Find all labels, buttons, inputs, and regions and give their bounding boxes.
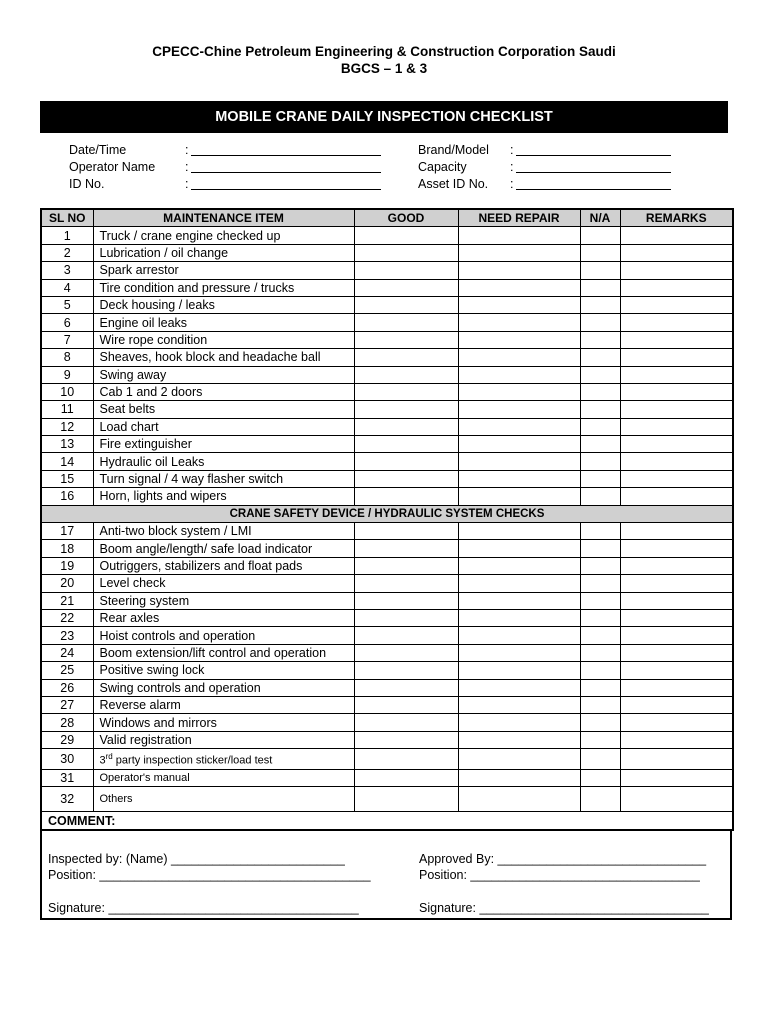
need-repair-cell[interactable] [458,714,580,731]
item-label: Wire rope condition [93,331,354,348]
colon: : [510,160,514,174]
item-label: Others [93,787,354,812]
item-number: 27 [41,696,93,713]
item-number: 9 [41,366,93,383]
good-cell[interactable] [354,296,458,313]
table-row [41,557,733,574]
item-number: 16 [41,488,93,505]
good-cell[interactable] [354,749,458,770]
table-row [41,696,733,713]
na-cell[interactable] [580,331,620,348]
na-cell[interactable] [580,662,620,679]
good-cell[interactable] [354,470,458,487]
table-row [41,227,733,244]
table-row [41,488,733,505]
capacity-label: Capacity [418,160,467,174]
item-label: Hoist controls and operation [93,627,354,644]
item-number: 21 [41,592,93,609]
good-cell[interactable] [354,627,458,644]
need-repair-cell[interactable] [458,575,580,592]
good-cell[interactable] [354,592,458,609]
id-no-label: ID No. [69,177,105,191]
good-cell[interactable] [354,279,458,296]
na-cell[interactable] [580,279,620,296]
good-cell[interactable] [354,557,458,574]
item-number: 2 [41,244,93,261]
table-row [41,749,733,770]
na-cell[interactable] [580,696,620,713]
item-number: 24 [41,644,93,661]
colon: : [510,143,514,157]
item-number: 10 [41,383,93,400]
col-need-repair: NEED REPAIR [458,209,580,227]
good-cell[interactable] [354,609,458,626]
need-repair-cell[interactable] [458,557,580,574]
good-cell[interactable] [354,575,458,592]
remarks-cell[interactable] [620,418,733,435]
colon: : [185,177,189,191]
need-repair-cell[interactable] [458,523,580,540]
remarks-cell[interactable] [620,470,733,487]
item-number: 29 [41,731,93,748]
need-repair-cell[interactable] [458,349,580,366]
need-repair-cell[interactable] [458,227,580,244]
remarks-cell[interactable] [620,314,733,331]
need-repair-cell[interactable] [458,418,580,435]
company-name: CPECC-Chine Petroleum Engineering & Construction Corporation Saudi [152,44,616,59]
remarks-cell[interactable] [620,679,733,696]
remarks-cell[interactable] [620,540,733,557]
col-maintenance-item: MAINTENANCE ITEM [93,209,354,227]
item-label-rest: party inspection sticker/load test [112,754,273,767]
item-label: Anti-two block system / LMI [93,523,354,540]
table-row [41,592,733,609]
document-header [0,43,768,77]
na-cell[interactable] [580,557,620,574]
item-label: Load chart [93,418,354,435]
item-number: 20 [41,575,93,592]
item-number: 15 [41,470,93,487]
item-number: 32 [41,787,93,812]
item-label: Reverse alarm [93,696,354,713]
na-cell[interactable] [580,470,620,487]
remarks-cell[interactable] [620,644,733,661]
na-cell[interactable] [580,523,620,540]
na-cell[interactable] [580,679,620,696]
good-cell[interactable] [354,383,458,400]
table-row [41,714,733,731]
item-label: Spark arrestor [93,262,354,279]
table-row [41,314,733,331]
na-cell[interactable] [580,262,620,279]
inspection-checklist-table [40,208,734,831]
item-label: Valid registration [93,731,354,748]
item-label: Steering system [93,592,354,609]
good-cell[interactable] [354,523,458,540]
item-label: Rear axles [93,609,354,626]
table-row [41,540,733,557]
need-repair-cell[interactable] [458,383,580,400]
signoff-section [40,831,732,920]
table-row [41,627,733,644]
good-cell[interactable] [354,244,458,261]
remarks-cell[interactable] [620,488,733,505]
item-number: 19 [41,557,93,574]
remarks-cell[interactable] [620,227,733,244]
item-label: Engine oil leaks [93,314,354,331]
remarks-cell[interactable] [620,383,733,400]
remarks-cell[interactable] [620,401,733,418]
remarks-cell[interactable] [620,244,733,261]
need-repair-cell[interactable] [458,436,580,453]
remarks-cell[interactable] [620,696,733,713]
na-cell[interactable] [580,436,620,453]
good-cell[interactable] [354,227,458,244]
remarks-cell[interactable] [620,769,733,786]
table-row [41,769,733,786]
item-number: 13 [41,436,93,453]
colon: : [185,160,189,174]
na-cell[interactable] [580,453,620,470]
table-row [41,383,733,400]
remarks-cell[interactable] [620,731,733,748]
na-cell[interactable] [580,418,620,435]
remarks-cell[interactable] [620,592,733,609]
safety-device-items [41,523,733,749]
good-cell[interactable] [354,453,458,470]
item-label: Windows and mirrors [93,714,354,731]
remarks-cell[interactable] [620,366,733,383]
signature-left-field[interactable]: Signature: ____________________________________ [48,901,359,916]
item-number: 18 [41,540,93,557]
need-repair-cell[interactable] [458,749,580,770]
item-number: 6 [41,314,93,331]
na-cell[interactable] [580,244,620,261]
item-label: Swing controls and operation [93,679,354,696]
remarks-cell[interactable] [620,262,733,279]
need-repair-cell[interactable] [458,262,580,279]
table-row [41,296,733,313]
remarks-cell[interactable] [620,557,733,574]
item-number: 30 [41,749,93,770]
remarks-cell[interactable] [620,279,733,296]
form-title-banner [40,101,728,133]
item-number: 23 [41,627,93,644]
need-repair-cell[interactable] [458,296,580,313]
table-row [41,453,733,470]
table-row [41,349,733,366]
need-repair-cell[interactable] [458,366,580,383]
need-repair-cell[interactable] [458,470,580,487]
item-label: Horn, lights and wipers [93,488,354,505]
item-number: 7 [41,331,93,348]
good-cell[interactable] [354,679,458,696]
na-cell[interactable] [580,592,620,609]
good-cell[interactable] [354,262,458,279]
good-cell[interactable] [354,314,458,331]
na-cell[interactable] [580,644,620,661]
need-repair-cell[interactable] [458,679,580,696]
good-cell[interactable] [354,418,458,435]
need-repair-cell[interactable] [458,331,580,348]
id-no-field[interactable] [191,176,381,190]
remarks-cell[interactable] [620,627,733,644]
section-row [41,505,733,522]
na-cell[interactable] [580,488,620,505]
na-cell[interactable] [580,383,620,400]
good-cell[interactable] [354,644,458,661]
good-cell[interactable] [354,540,458,557]
table-row [41,470,733,487]
table-row [41,262,733,279]
item-label: Positive swing lock [93,662,354,679]
remarks-cell[interactable] [620,787,733,812]
table-row [41,679,733,696]
na-cell[interactable] [580,749,620,770]
comment-label[interactable]: COMMENT: [41,812,733,831]
item-label: Sheaves, hook block and headache ball [93,349,354,366]
site-name: BGCS – 1 & 3 [340,61,428,76]
item-number: 5 [41,296,93,313]
position-left-field[interactable]: Position: _______________________________________ [48,868,371,883]
table-row [41,366,733,383]
good-cell[interactable] [354,696,458,713]
item-number: 31 [41,769,93,786]
need-repair-cell[interactable] [458,662,580,679]
good-cell[interactable] [354,436,458,453]
good-cell[interactable] [354,349,458,366]
item-number: 11 [41,401,93,418]
na-cell[interactable] [580,401,620,418]
table-row [41,644,733,661]
na-cell[interactable] [580,769,620,786]
info-left [69,142,381,193]
na-cell[interactable] [580,314,620,331]
remarks-cell[interactable] [620,609,733,626]
remarks-cell[interactable] [620,436,733,453]
item-label: Cab 1 and 2 doors [93,383,354,400]
item-label: Turn signal / 4 way flasher switch [93,470,354,487]
good-cell[interactable] [354,331,458,348]
item-label: Operator's manual [93,769,354,786]
capacity-field[interactable] [516,159,671,173]
need-repair-cell[interactable] [458,769,580,786]
item-number: 12 [41,418,93,435]
remarks-cell[interactable] [620,749,733,770]
na-cell[interactable] [580,575,620,592]
need-repair-cell[interactable] [458,401,580,418]
na-cell[interactable] [580,609,620,626]
position-right-field[interactable]: Position: _________________________________ [419,868,700,883]
item-label: Boom angle/length/ safe load indicator [93,540,354,557]
col-remarks: REMARKS [620,209,733,227]
item-label: Truck / crane engine checked up [93,227,354,244]
table-row [41,401,733,418]
item-number: 28 [41,714,93,731]
table-row [41,436,733,453]
asset-id-label: Asset ID No. [418,177,489,191]
item-label: Hydraulic oil Leaks [93,453,354,470]
col-good: GOOD [354,209,458,227]
brand-model-field[interactable] [516,142,671,156]
item-label-superscript: rd [105,752,113,762]
good-cell[interactable] [354,714,458,731]
table-row [41,731,733,748]
brand-model-label: Brand/Model [418,143,489,157]
need-repair-cell[interactable] [458,453,580,470]
date-time-field[interactable] [191,142,381,156]
info-right [418,142,671,193]
table-row [41,575,733,592]
table-row [41,279,733,296]
table-header-row [41,209,733,227]
na-cell[interactable] [580,540,620,557]
item-label: Outriggers, stabilizers and float pads [93,557,354,574]
need-repair-cell[interactable] [458,279,580,296]
na-cell[interactable] [580,627,620,644]
need-repair-cell[interactable] [458,314,580,331]
remarks-cell[interactable] [620,523,733,540]
section-title: CRANE SAFETY DEVICE / HYDRAULIC SYSTEM CHECKS [41,505,733,522]
na-cell[interactable] [580,714,620,731]
approved-by-field[interactable]: Approved By: ______________________________ [419,852,707,867]
na-cell[interactable] [580,296,620,313]
item-label: Boom extension/lift control and operation [93,644,354,661]
remarks-cell[interactable] [620,296,733,313]
item-number: 4 [41,279,93,296]
operator-name-label: Operator Name [69,160,156,174]
good-cell[interactable] [354,366,458,383]
na-cell[interactable] [580,227,620,244]
good-cell[interactable] [354,488,458,505]
item-label: Fire extinguisher [93,436,354,453]
inspected-by-field[interactable]: Inspected by: (Name) _________________________ [48,852,345,867]
remarks-cell[interactable] [620,662,733,679]
col-sl-no: SL NO [41,209,93,227]
na-cell[interactable] [580,366,620,383]
item-label-prefix: 3 [99,754,106,767]
item-label: Deck housing / leaks [93,296,354,313]
need-repair-cell[interactable] [458,592,580,609]
item-label: Seat belts [93,401,354,418]
need-repair-cell[interactable] [458,696,580,713]
asset-id-field[interactable] [516,176,671,190]
good-cell[interactable] [354,662,458,679]
good-cell[interactable] [354,769,458,786]
remarks-cell[interactable] [620,349,733,366]
na-cell[interactable] [580,787,620,812]
remarks-cell[interactable] [620,453,733,470]
remarks-cell[interactable] [620,714,733,731]
form-title: MOBILE CRANE DAILY INSPECTION CHECKLIST [215,109,553,125]
need-repair-cell[interactable] [458,244,580,261]
signature-right-field[interactable]: Signature: _________________________________ [419,901,709,916]
na-cell[interactable] [580,349,620,366]
item-label: Swing away [93,366,354,383]
need-repair-cell[interactable] [458,609,580,626]
need-repair-cell[interactable] [458,787,580,812]
need-repair-cell[interactable] [458,644,580,661]
table-row [41,662,733,679]
colon: : [510,177,514,191]
item-label: Level check [93,575,354,592]
maintenance-items [41,227,733,505]
need-repair-cell[interactable] [458,627,580,644]
table-row [41,244,733,261]
remarks-cell[interactable] [620,575,733,592]
remarks-cell[interactable] [620,331,733,348]
item-label: Tire condition and pressure / trucks [93,279,354,296]
item-number: 14 [41,453,93,470]
item-label [93,749,354,770]
item-number: 22 [41,609,93,626]
table-row [41,418,733,435]
item-number: 8 [41,349,93,366]
good-cell[interactable] [354,787,458,812]
comment-row [41,812,733,831]
col-na: N/A [580,209,620,227]
item-number: 26 [41,679,93,696]
item-number: 3 [41,262,93,279]
need-repair-cell[interactable] [458,488,580,505]
item-number: 17 [41,523,93,540]
good-cell[interactable] [354,731,458,748]
item-label: Lubrication / oil change [93,244,354,261]
table-row [41,609,733,626]
item-number: 25 [41,662,93,679]
table-row [41,331,733,348]
table-row [41,523,733,540]
need-repair-cell[interactable] [458,731,580,748]
colon: : [185,143,189,157]
need-repair-cell[interactable] [458,540,580,557]
date-time-label: Date/Time [69,143,127,157]
good-cell[interactable] [354,401,458,418]
operator-name-field[interactable] [191,159,381,173]
item-number: 1 [41,227,93,244]
na-cell[interactable] [580,731,620,748]
table-row [41,787,733,812]
